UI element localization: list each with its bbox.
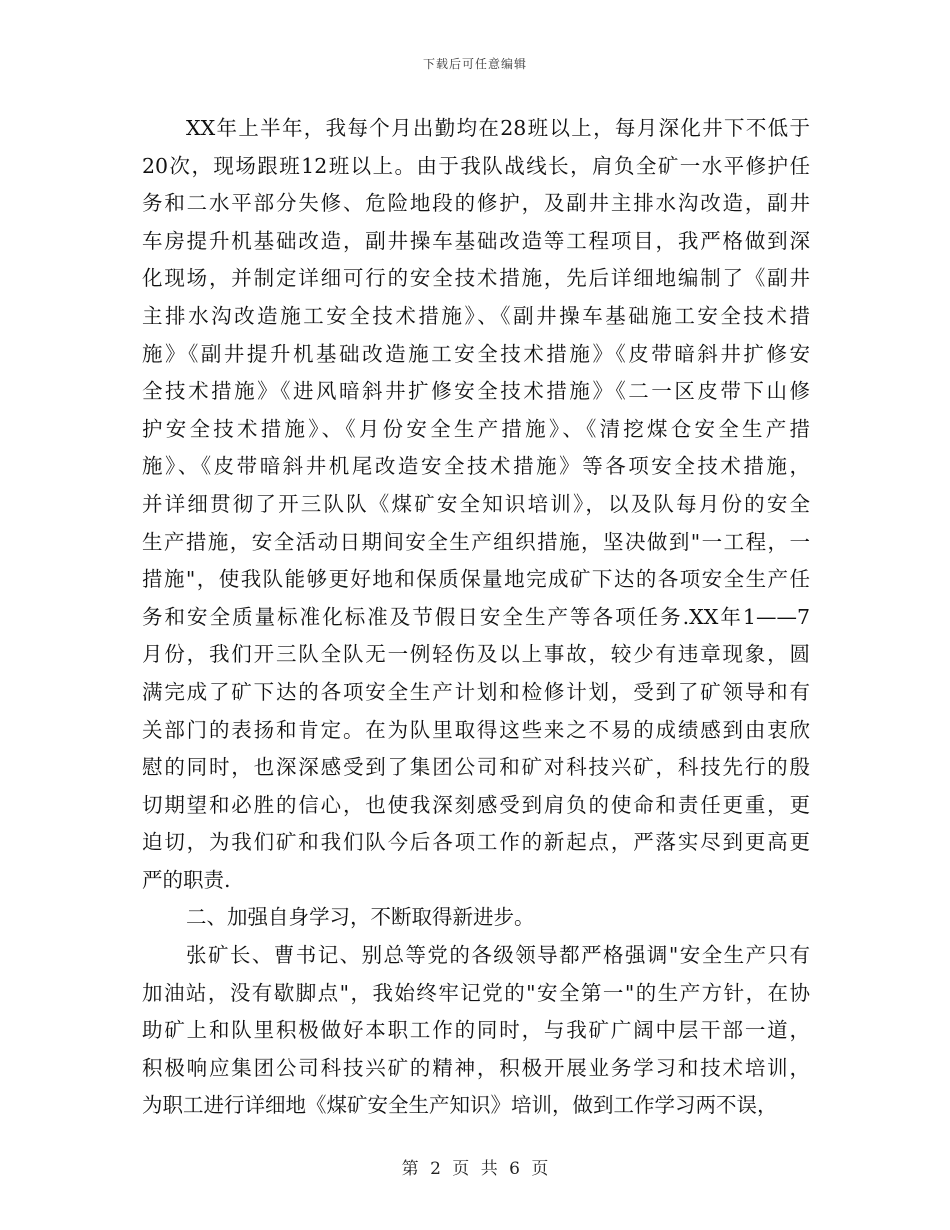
text-line: 并详细贯彻了开三队队《煤矿安全知识培训》，以及队每月份的安全 <box>142 491 810 516</box>
text-line: 化现场，并制定详细可行的安全技术措施，先后详细地编制了《副井 <box>142 266 810 291</box>
paragraph <box>142 110 810 899</box>
text-line: 务和二水平部分失修、危险地段的修护，及副井主排水沟改造，副井 <box>142 191 810 216</box>
text-line: 为职工进行详细地《煤矿安全生产知识》培训，做到工作学习两不误， <box>142 1093 778 1118</box>
text-line: 施》、《皮带暗斜井机尾改造安全技术措施》等各项安全技术措施， <box>142 454 810 479</box>
text-line: 张矿长、曹书记、别总等党的各级领导都严格强调"安全生产只有 <box>186 943 810 968</box>
text-line: 慰的同时，也深深感受到了集团公司和矿对科技兴矿，科技先行的殷 <box>142 755 810 780</box>
text-line: 迫切，为我们矿和我们队今后各项工作的新起点，严落实尽到更高更 <box>142 830 810 855</box>
text-line: 20次，现场跟班12班以上。由于我队战线长，肩负全矿一水平修护任 <box>142 153 810 178</box>
text-line: 施》《副井提升机基础改造施工安全技术措施》《皮带暗斜井扩修安 <box>142 341 810 366</box>
text-line: 严的职责. <box>142 867 231 892</box>
document-body <box>142 110 810 1125</box>
text-line: 切期望和必胜的信心，也使我深刻感受到肩负的使命和责任更重，更 <box>142 792 810 817</box>
paragraph <box>142 937 810 1125</box>
text-line: 护安全技术措施》、《月份安全生产措施》、《清挖煤仓安全生产措 <box>142 416 810 441</box>
text-line: 全技术措施》《进风暗斜井扩修安全技术措施》《二一区皮带下山修 <box>142 379 810 404</box>
text-line: 满完成了矿下达的各项安全生产计划和检修计划，受到了矿领导和有 <box>142 679 810 704</box>
page-header: 下载后可任意编辑 <box>422 57 527 71</box>
text-line: 助矿上和队里积极做好本职工作的同时，与我矿广阔中层干部一道， <box>142 1018 810 1043</box>
text-line: 主排水沟改造施工安全技术措施》、《副井操车基础施工安全技术措 <box>142 303 810 328</box>
text-line: XX年上半年，我每个月出勤均在28班以上，每月深化井下不低于 <box>186 116 810 140</box>
text-line: 生产措施，安全活动日期间安全生产组织措施，坚决做到"一工程，一 <box>142 529 810 554</box>
text-line: 务和安全质量标准化标准及节假日安全生产等各项任务.XX年1——7 <box>142 604 810 629</box>
text-line: 积极响应集团公司科技兴矿的精神，积极开展业务学习和技术培训， <box>142 1055 810 1080</box>
paragraph <box>142 899 810 937</box>
page-number-footer: 第 2 页 共 6 页 <box>401 1159 549 1179</box>
text-line: 措施"，使我队能够更好地和保质保量地完成矿下达的各项安全生产任 <box>142 567 810 592</box>
text-line: 关部门的表扬和肯定。在为队里取得这些来之不易的成绩感到由衷欣 <box>142 717 810 742</box>
text-line: 车房提升机基础改造，副井操车基础改造等工程项目，我严格做到深 <box>142 228 810 253</box>
text-line: 加油站，没有歇脚点"，我始终牢记党的"安全第一"的生产方针，在协 <box>142 980 810 1005</box>
text-line: 月份，我们开三队全队无一例轻伤及以上事故，较少有违章现象，圆 <box>142 642 810 667</box>
text-line: 二、加强自身学习，不断取得新进步。 <box>186 905 535 930</box>
